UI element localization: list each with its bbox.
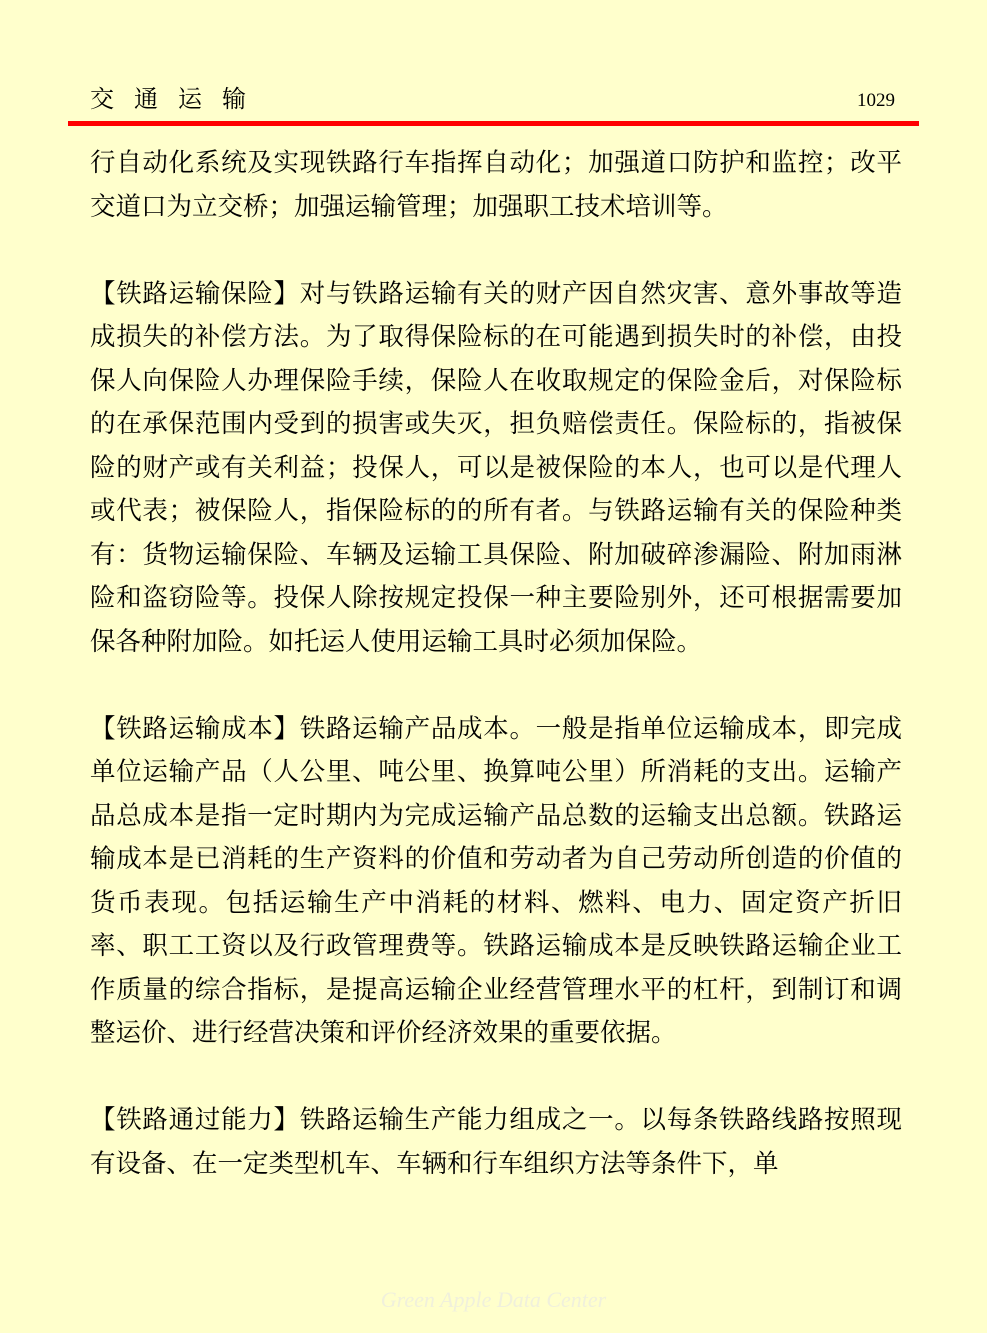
dictionary-entry-railway-capacity: [90, 1099, 902, 1186]
running-header: [90, 82, 895, 116]
entry-term: 【铁路运输成本】: [90, 713, 300, 744]
header-rule: [68, 121, 919, 126]
continued-paragraph: [90, 142, 902, 229]
watermark: Green Apple Data Center: [380, 1287, 607, 1312]
dictionary-entry-railway-transport-cost: [90, 708, 902, 1056]
page-number: 1029: [857, 90, 895, 111]
entry-text: 铁路运输产品成本。一般是指单位运输成本，即完成单位运输产品（人公里、吨公里、换算吨公里）所消耗的支出。运输产品总成本是指一定时期内为完成运输产品总数的运输支出总额。铁路运输成本是已消耗的生产资料的价值和劳动者为自己劳动所创造的价值的货币表现。包括运输生产中消耗的材料、燃料、电力、固定资产折旧率、职工工资以及行政管理费等。铁路运输成本是反映铁路运输企业工作质量的综合指标，是提高运输企业经营管理水平的杠杆，到制订和调整运价、进行经营决策和评价经济效果的重要依据。: [90, 713, 902, 1048]
entry-text: 铁路运输生产能力组成之一。以每条铁路线路按照现有设备、在一定类型机车、车辆和行车组织方法等条件下，单: [90, 1105, 902, 1179]
entry-text: 对与铁路运输有关的财产因自然灾害、意外事故等造成损失的补偿方法。为了取得保险标的在可能遇到损失时的补偿，由投保人向保险人办理保险手续，保险人在收取规定的保险金后，对保险标的在承保范围内受到的损害或失灭，担负赔偿责任。保险标的，指被保险的财产或有关利益；投保人，可以是被保险的本人，也可以是代理人或代表；被保险人，指保险标的的所有者。与铁路运输有关的保险种类有：货物运输保险、车辆及运输工具保险、附加破碎渗漏险、附加雨淋险和盗窃险等。投保人除按规定投保一种主要险别外，还可根据需要加保各种附加险。如托运人使用运输工具时必须加保险。: [90, 278, 902, 657]
page-body: [90, 142, 902, 1230]
entry-term: 【铁路通过能力】: [90, 1105, 300, 1135]
section-title: 交通运输: [90, 85, 266, 113]
entry-term: 【铁路运输保险】: [90, 278, 300, 309]
dictionary-entry-railway-transport-insurance: [90, 273, 902, 665]
entry-text: 行自动化系统及实现铁路行车指挥自动化；加强道口防护和监控；改平交道口为立交桥；加强运输管理；加强职工技术培训等。: [90, 148, 902, 222]
